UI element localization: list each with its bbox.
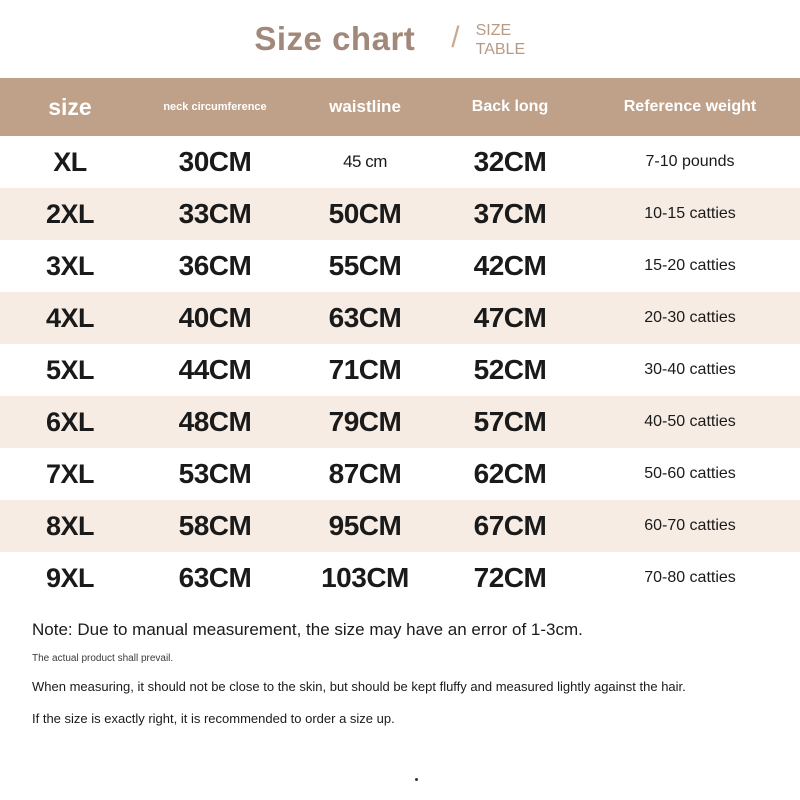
cell-size: 8XL <box>45 510 95 541</box>
cell-weight: 40-50 catties <box>644 413 736 430</box>
cell-neck: 30CM <box>178 146 252 177</box>
cell-back: 42CM <box>473 250 547 281</box>
cell-waist: 71CM <box>328 354 402 385</box>
table-row <box>0 188 800 240</box>
table-row <box>0 448 800 500</box>
size-table-body <box>0 136 800 604</box>
column-header-back: Back long <box>471 98 549 115</box>
note-size-up-tip: If the size is exactly right, it is recommended to order a size up. <box>32 711 395 726</box>
cell-back: 47CM <box>473 302 547 333</box>
table-row <box>0 500 800 552</box>
decorative-dot <box>415 778 418 781</box>
cell-waist: 63CM <box>328 302 402 333</box>
page-subtitle-line2: TABLE <box>475 41 526 58</box>
table-row <box>0 292 800 344</box>
cell-neck: 44CM <box>178 354 252 385</box>
cell-weight: 15-20 catties <box>644 257 736 274</box>
cell-weight: 30-40 catties <box>644 361 736 378</box>
cell-weight: 7-10 pounds <box>645 153 735 170</box>
table-row <box>0 344 800 396</box>
cell-size: 4XL <box>45 302 95 333</box>
cell-weight: 10-15 catties <box>644 205 736 222</box>
cell-weight: 70-80 catties <box>644 569 736 586</box>
note-measuring-tip: When measuring, it should not be close to the skin, but should be kept fluffy and measured lightly against the hair. <box>32 679 686 694</box>
note-measurement-error: Note: Due to manual measurement, the size may have an error of 1-3cm. <box>32 620 583 639</box>
cell-back: 37CM <box>473 198 547 229</box>
column-header-weight: Reference weight <box>623 98 757 115</box>
cell-size: 3XL <box>45 250 95 281</box>
table-row <box>0 396 800 448</box>
cell-size: 5XL <box>45 354 95 385</box>
column-header-size: size <box>48 93 92 120</box>
cell-size: 2XL <box>45 198 95 229</box>
cell-weight: 50-60 catties <box>644 465 736 482</box>
cell-weight: 20-30 catties <box>644 309 736 326</box>
cell-back: 67CM <box>473 510 547 541</box>
cell-neck: 48CM <box>178 406 252 437</box>
cell-waist: 55CM <box>328 250 402 281</box>
cell-size: 9XL <box>45 562 95 593</box>
cell-neck: 63CM <box>178 562 252 593</box>
cell-size: 6XL <box>45 406 95 437</box>
table-row <box>0 240 800 292</box>
cell-waist: 50CM <box>328 198 402 229</box>
column-header-waist: waistline <box>329 97 401 116</box>
size-table-head <box>0 78 800 136</box>
cell-back: 72CM <box>473 562 547 593</box>
page-title: Size chart <box>254 20 416 57</box>
cell-waist: 45 cm <box>343 152 387 171</box>
table-header-row <box>0 78 800 136</box>
cell-neck: 36CM <box>178 250 252 281</box>
page-subtitle-line1: SIZE <box>475 22 512 39</box>
cell-neck: 40CM <box>178 302 252 333</box>
header <box>0 0 800 78</box>
cell-neck: 33CM <box>178 198 252 229</box>
cell-neck: 58CM <box>178 510 252 541</box>
cell-size: 7XL <box>45 458 95 489</box>
table-row <box>0 552 800 604</box>
table-row <box>0 136 800 188</box>
cell-back: 32CM <box>473 146 547 177</box>
note-product-prevails: The actual product shall prevail. <box>32 653 174 664</box>
notes-section <box>0 604 800 726</box>
cell-neck: 53CM <box>178 458 252 489</box>
cell-waist: 87CM <box>328 458 402 489</box>
cell-back: 52CM <box>473 354 547 385</box>
cell-weight: 60-70 catties <box>644 517 736 534</box>
page-subtitle <box>476 21 546 59</box>
cell-size: XL <box>53 146 87 177</box>
cell-back: 57CM <box>473 406 547 437</box>
size-table <box>0 78 800 604</box>
title-divider: / <box>451 21 460 54</box>
cell-back: 62CM <box>473 458 547 489</box>
cell-waist: 79CM <box>328 406 402 437</box>
cell-waist: 103CM <box>321 562 409 593</box>
column-header-neck: neck circumference <box>163 101 267 113</box>
cell-waist: 95CM <box>328 510 402 541</box>
